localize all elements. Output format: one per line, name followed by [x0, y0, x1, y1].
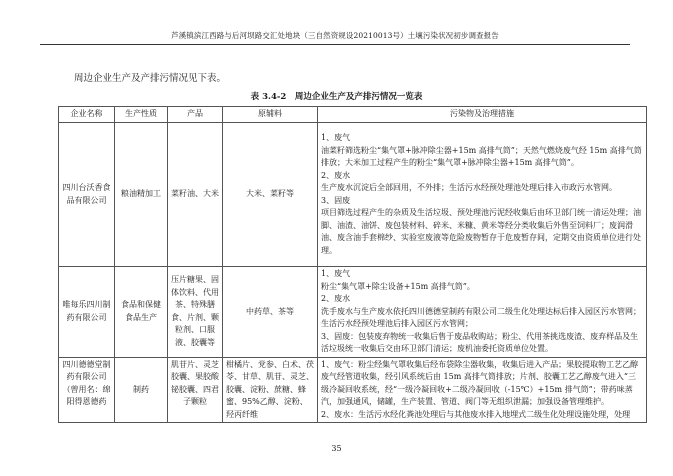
table-row	[59, 357, 647, 423]
product: 菜籽油、大米	[168, 123, 223, 267]
product: 肌苷片、灵芝胶囊、果胶酸铋胶囊、四君子颗粒	[168, 357, 223, 423]
pollution-measures	[318, 123, 647, 267]
raw-materials: 大米、菜籽等	[223, 123, 318, 267]
measure-line: 3、固废：包装废弃物统一收集后售于废品收购站；粉尘、代用茶挑选废渣、废弃样品及生活垃圾统一收集后交由环卫部门清运；废机油委托资质单位处置。	[321, 331, 639, 353]
page-header: 芦溪镇滨江西路与后河坝路交汇处地块（三自然资规设20210013号）土壤污染状况初步调查报告	[40, 30, 630, 45]
pollution-measures	[318, 267, 647, 358]
production-nature: 粮油精加工	[115, 123, 168, 267]
enterprise-name: 四川台沃香食品有限公司	[59, 123, 115, 267]
column-header: 企业名称	[59, 107, 115, 123]
intro-text: 周边企业生产及产排污情况见下表。	[74, 73, 227, 84]
product: 压片糖果、固体饮料、代用茶、特殊膳食、片剂、颗粒剂、口服液、胶囊等	[168, 267, 223, 358]
table-row	[59, 123, 647, 267]
raw-materials: 柑橘片、党参、白术、茯苓、甘草、肌苷、灵芝、胶囊、淀粉、蔗糖、蜂蜜、95%乙醇、淀粉、羟丙纤维	[223, 357, 318, 423]
measure-line: 生产废水沉淀后全部回用，不外排；生活污水经预处理池处理后排入市政污水管网。	[321, 183, 617, 192]
raw-materials: 中药草、茶等	[223, 267, 318, 358]
column-header: 污染物及治理措施	[318, 107, 647, 123]
measure-line: 项目筛选过程产生的杂质及生活垃圾、预处理池污泥经收集后由环卫部门统一清运处理；油脚、油渣、油饼、废包装材料、碎米、米糠、黄米等经分类收集后外售至饲料厂；废润滑油、废含油手套棉纱、实验室废液等危险废物暂存于危废暂存间，定期交由资质单位进行处理。	[321, 208, 641, 255]
page-number: 35	[331, 444, 342, 453]
measure-line: 1、废气	[321, 269, 351, 278]
table-row	[59, 267, 647, 358]
measure-line: 油菜籽筛选粉尘“集气罩+脉冲除尘器+15m 高排气筒”；天然气燃烧废气经 15m 高排气筒排放；大米加工过程产生的粉尘“集气罩+脉冲除尘器+15m 高排气筒”。	[321, 145, 642, 167]
measure-line: 2、废水	[321, 294, 351, 303]
production-nature: 制药	[115, 357, 168, 423]
measure-line: 洗手废水与生产废水依托四川德德堂制药有限公司二级生化处理达标后排入园区污水管网；生活污水经预处理池后排入园区污水管网；	[321, 306, 641, 328]
enterprise-name: 唯每乐四川制药有限公司	[59, 267, 115, 358]
pollution-measures	[318, 357, 647, 423]
measure-line: 3、固废	[321, 195, 351, 205]
measure-line: 1、废气：粉尘经集气罩收集后经布袋除尘器收集，收集后进入产品；果胶提取物工艺乙醇废气经管道收集，经引风系统后由 15m 高排气筒排放；片剂、胶囊工艺乙醇废气进入“三级冷凝回收系统，经“一级冷凝回收+二级冷凝回收（-15℃）+15m 排气筒”；带药味蒸汽，加强通风，储罐，生产装置、管道、阀门等无组织泄漏；加强设备管理维护。	[321, 359, 639, 406]
production-nature: 食品和保健食品生产	[115, 267, 168, 358]
enterprise-name: 四川德德堂制药有限公司（曾用名：绵阳得恩德药	[59, 357, 115, 423]
table-header-row	[59, 107, 647, 123]
column-header: 产品	[168, 107, 223, 123]
measure-line: 2、废水：生活污水经化粪池处理后与其他废水排入地埋式二级生化处理设施处理，处理	[321, 409, 631, 419]
column-header: 原辅料	[223, 107, 318, 123]
table-caption: 表 3.4-2 周边企业生产及产排污情况一览表	[250, 92, 423, 102]
measure-line: 粉尘“集气罩+除尘设备+15m 高排气筒”。	[321, 281, 475, 291]
measure-line: 1、废气	[321, 133, 351, 142]
enterprise-table	[58, 106, 647, 423]
column-header: 生产性质	[115, 107, 168, 123]
measure-line: 2、废水	[321, 170, 351, 180]
